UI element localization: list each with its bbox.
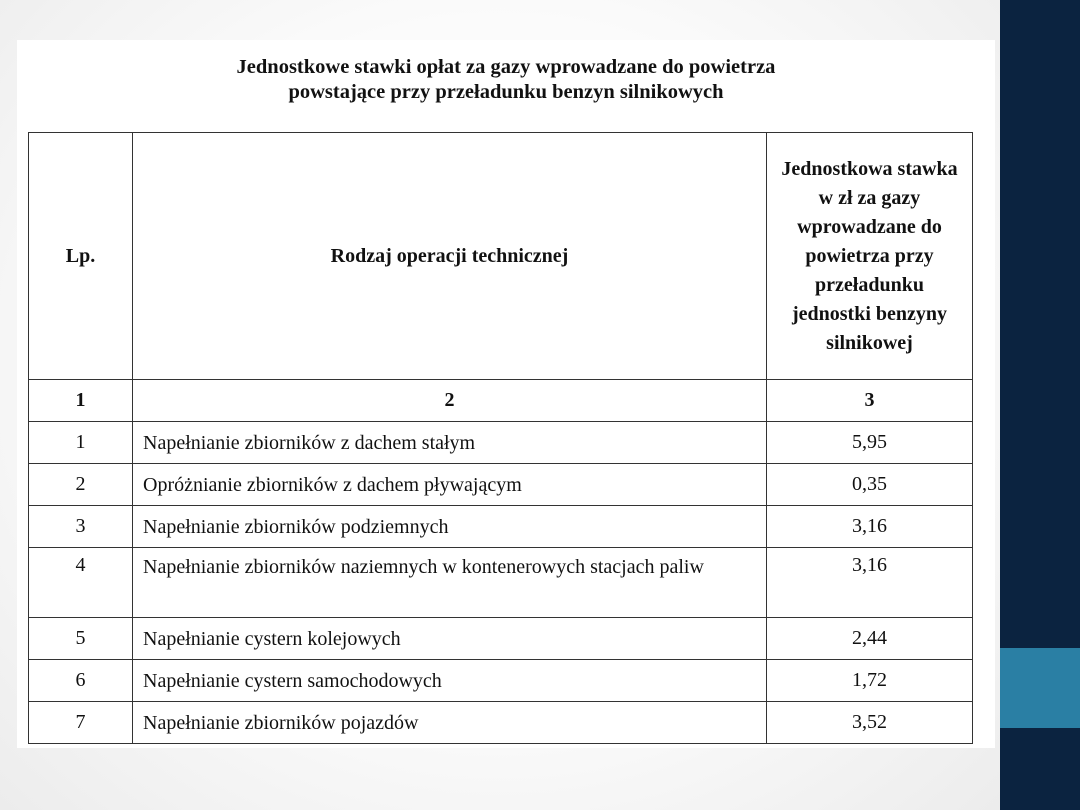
row-lp: 2: [29, 464, 133, 506]
row-lp: 6: [29, 660, 133, 702]
table-header-row: [29, 133, 973, 380]
row-operation: Napełnianie cystern kolejowych: [133, 618, 767, 660]
row-lp: 7: [29, 702, 133, 744]
title-line-2: powstające przy przeładunku benzyn silnikowych: [288, 81, 724, 103]
column-number-row: [29, 380, 973, 422]
document-image: [17, 40, 995, 748]
row-lp: 5: [29, 618, 133, 660]
row-operation: Napełnianie zbiorników pojazdów: [133, 702, 767, 744]
header-operation: Rodzaj operacji technicznej: [133, 133, 767, 380]
row-operation: Napełnianie cystern samochodowych: [133, 660, 767, 702]
table-row: [29, 618, 973, 660]
table-row: [29, 702, 973, 744]
header-rate: Jednostkowa stawka w zł za gazy wprowadzane do powietrza przy przeładunku jednostki benzyny silnikowej: [767, 133, 973, 380]
row-rate: 1,72: [767, 660, 973, 702]
row-rate: 3,16: [767, 506, 973, 548]
row-operation-text: Napełnianie zbiorników naziemnych w kontenerowych stacjach paliw: [143, 556, 704, 578]
row-operation: Napełnianie zbiorników z dachem stałym: [133, 422, 767, 464]
table-row: [29, 464, 973, 506]
row-lp-text: 4: [75, 554, 86, 576]
row-rate: 0,35: [767, 464, 973, 506]
row-operation: Napełnianie zbiorników podziemnych: [133, 506, 767, 548]
row-rate: 3,52: [767, 702, 973, 744]
row-rate-text: 3,16: [852, 554, 887, 576]
column-number: 1: [29, 380, 133, 422]
table-row: [29, 422, 973, 464]
row-operation: [133, 548, 767, 618]
row-rate: 5,95: [767, 422, 973, 464]
rates-table: [28, 132, 973, 744]
title-line-1: Jednostkowe stawki opłat za gazy wprowadzane do powietrza: [236, 56, 776, 78]
row-lp: [29, 548, 133, 618]
row-lp: 1: [29, 422, 133, 464]
column-number: 3: [767, 380, 973, 422]
row-operation: Opróżnianie zbiorników z dachem pływającym: [133, 464, 767, 506]
row-lp: 3: [29, 506, 133, 548]
column-number: 2: [133, 380, 767, 422]
row-rate: [767, 548, 973, 618]
slide-accent-block: [1000, 648, 1080, 728]
table-row: [29, 548, 973, 618]
table-row: [29, 660, 973, 702]
table-row: [29, 506, 973, 548]
header-lp: Lp.: [29, 133, 133, 380]
document-title: [17, 55, 995, 105]
row-rate: 2,44: [767, 618, 973, 660]
